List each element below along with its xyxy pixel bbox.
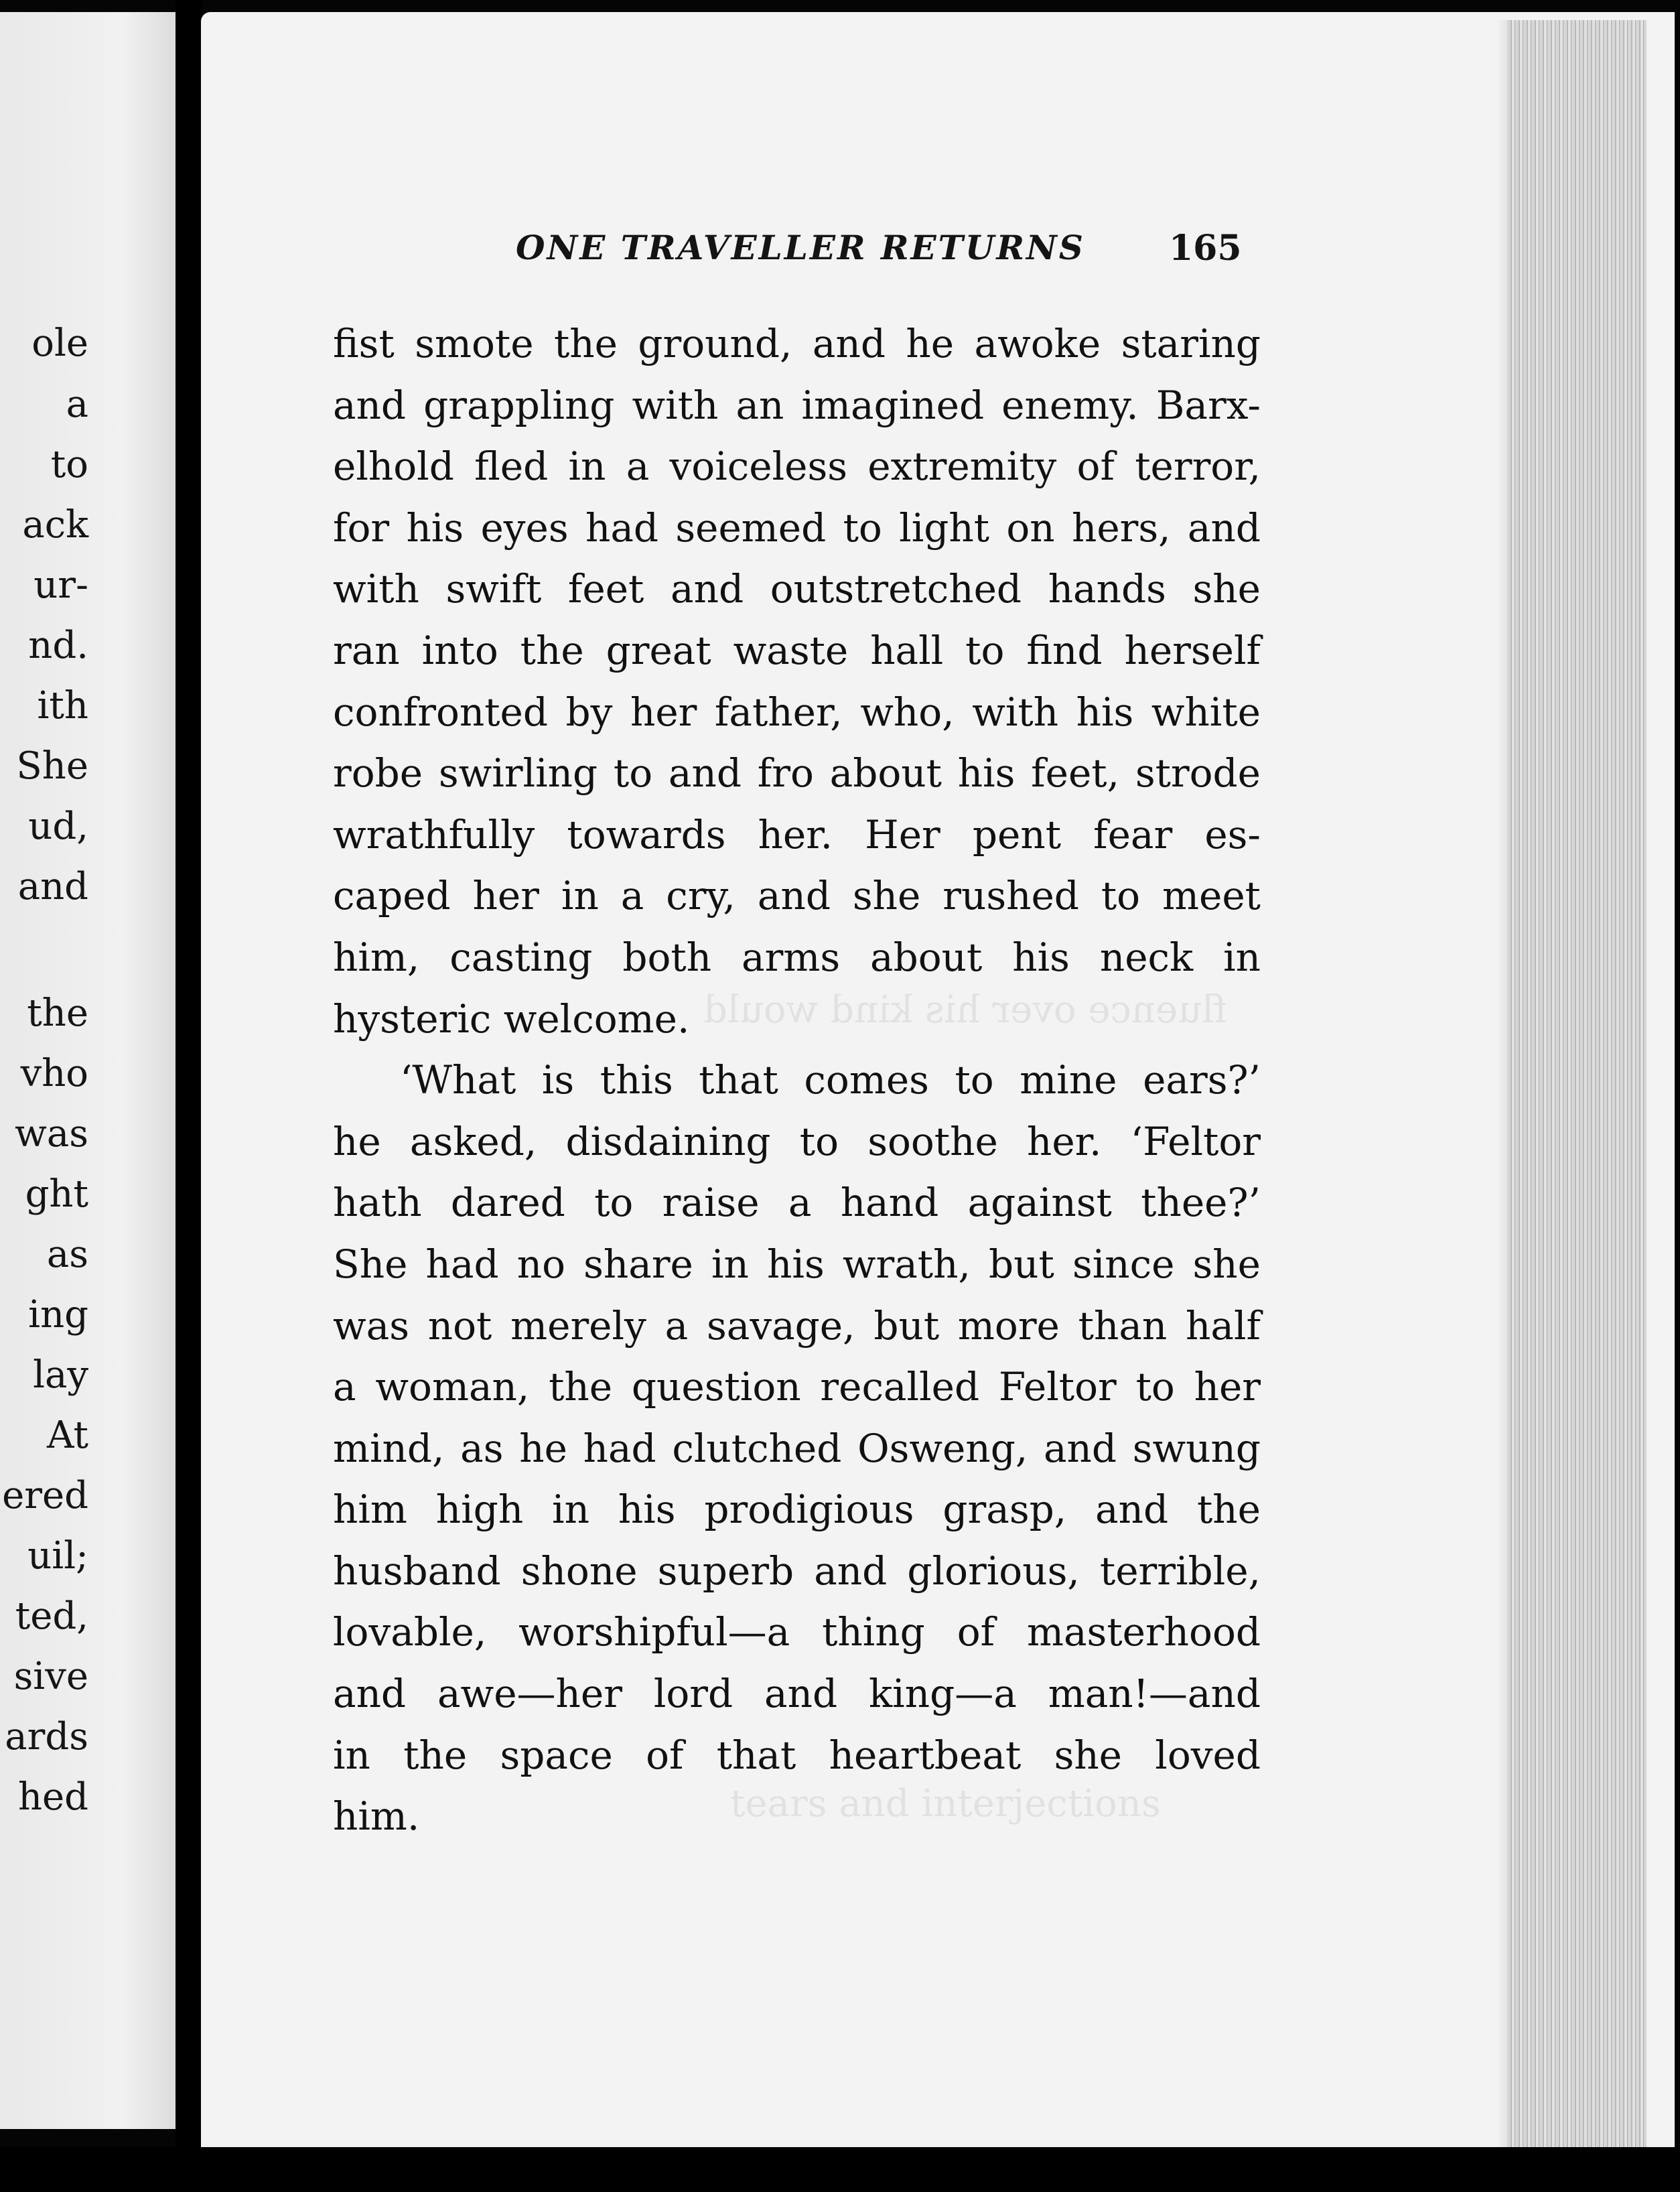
left-fragment: ing: [28, 1293, 88, 1337]
book-gutter: [176, 0, 202, 2192]
left-fragment: nd.: [28, 624, 88, 667]
scan-bottom-border: [0, 2147, 1680, 2192]
left-fragment: the: [27, 991, 88, 1035]
left-fragment: ud,: [28, 805, 88, 848]
text-line: lovable, worshipful—a thing of masterhood: [333, 1609, 1261, 1655]
text-line: mind, as he had clutched Osweng, and swung: [333, 1425, 1261, 1471]
text-line: She had no share in his wrath, but since she: [333, 1241, 1261, 1287]
left-fragment: as: [46, 1233, 88, 1276]
text-line: fist smote the ground, and he awoke staring: [333, 321, 1261, 366]
left-fragment: hed: [17, 1775, 88, 1819]
left-fragment: vho: [20, 1052, 88, 1095]
text-line: confronted by her father, who, with his white: [333, 689, 1261, 735]
left-fragment: ted,: [15, 1594, 88, 1638]
left-fragment: ards: [5, 1715, 88, 1759]
text-line: with swift feet and outstretched hands she: [333, 566, 1261, 612]
text-line: him high in his prodigious grasp, and the: [333, 1487, 1261, 1533]
left-fragment: ght: [25, 1172, 88, 1216]
text-line: caped her in a cry, and she rushed to meet: [333, 873, 1261, 919]
page-number: 165: [1169, 228, 1242, 269]
left-fragment: ole: [31, 322, 88, 365]
left-fragment: sive: [13, 1655, 88, 1698]
text-line: a woman, the question recalled Feltor to her: [333, 1364, 1261, 1410]
left-fragment: to: [50, 443, 88, 486]
text-line: ran into the great waste hall to find herself: [333, 627, 1261, 673]
show-through-text: tears and interjections: [730, 1782, 1161, 1826]
left-fragment: ith: [37, 684, 88, 728]
text-line: him.: [333, 1793, 420, 1840]
show-through-text: fluence over his kind would: [703, 988, 1227, 1032]
running-header-title: ONE TRAVELLER RETURNS: [516, 228, 1085, 267]
text-line: hath dared to raise a hand against thee?’: [333, 1180, 1261, 1226]
text-line: wrathfully towards her. Her pent fear es-: [333, 811, 1261, 858]
left-fragment: and: [17, 865, 88, 908]
body-text-block: [333, 314, 1261, 1848]
left-fragment: lay: [33, 1353, 88, 1397]
text-line: was not merely a savage, but more than half: [333, 1302, 1261, 1349]
left-fragment: ur-: [33, 563, 88, 607]
left-fragment: uil;: [27, 1534, 88, 1578]
left-fragment: ack: [22, 503, 88, 547]
text-line: elhold fled in a voiceless extremity of terror,: [333, 443, 1261, 490]
text-line: robe swirling to and fro about his feet, strode: [333, 750, 1261, 797]
text-line: husband shone superb and glorious, terrible,: [333, 1548, 1261, 1594]
left-fragment: At: [47, 1414, 88, 1457]
text-line: he asked, disdaining to soothe her. ‘Feltor: [333, 1118, 1261, 1164]
text-line: for his eyes had seemed to light on hers, and: [333, 504, 1261, 551]
left-fragment: was: [14, 1112, 88, 1156]
text-line: hysteric welcome.: [333, 996, 690, 1042]
text-line: and awe—her lord and king—a man!—and: [333, 1671, 1261, 1717]
facing-left-page: [0, 12, 176, 2129]
text-line: him, casting both arms about his neck in: [333, 934, 1261, 980]
left-fragment: She: [16, 744, 88, 788]
text-line: and grappling with an imagined enemy. Barx-: [333, 382, 1261, 428]
left-fragment: a: [66, 383, 88, 426]
stacked-page-edges: [1507, 20, 1647, 2150]
left-fragment: ered: [2, 1474, 88, 1517]
text-line: in the space of that heartbeat she loved: [333, 1732, 1261, 1778]
text-line: ‘What is this that comes to mine ears?’: [400, 1057, 1261, 1103]
